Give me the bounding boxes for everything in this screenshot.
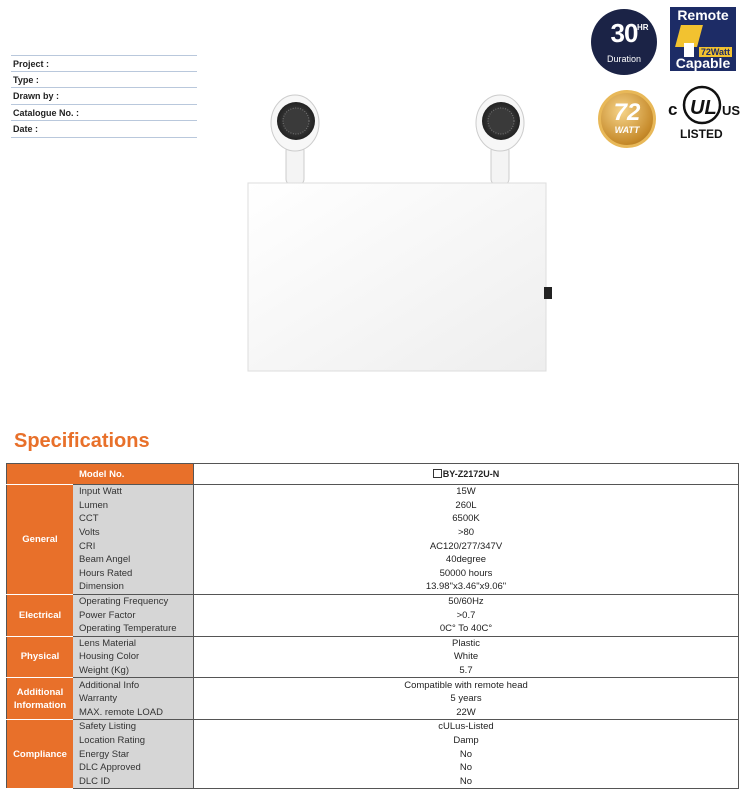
- project-field: Project :: [11, 55, 197, 72]
- table-row: [7, 706, 739, 720]
- table-row: [7, 512, 739, 526]
- table-row: [7, 567, 739, 581]
- spec-value: Plastic: [194, 636, 739, 650]
- housing-box: [248, 183, 546, 371]
- spec-value: 5.7: [194, 664, 739, 678]
- product-image: [240, 85, 560, 380]
- checkbox-icon: [433, 469, 442, 478]
- ul-c-text: c: [668, 100, 678, 119]
- spec-label: Input Watt: [73, 485, 194, 499]
- spec-label: DLC ID: [73, 774, 194, 788]
- spec-label: Hours Rated: [73, 567, 194, 581]
- specifications-table: [6, 463, 739, 789]
- spec-value: No: [194, 774, 739, 788]
- table-row: [7, 747, 739, 761]
- group-category-cell: Additional Information: [7, 678, 74, 720]
- spec-label: Lumen: [73, 499, 194, 513]
- duration-label: Duration: [606, 54, 642, 64]
- model-label: Model No.: [73, 464, 194, 485]
- spec-label: Power Factor: [73, 608, 194, 622]
- spec-label: MAX. remote LOAD: [73, 706, 194, 720]
- capable-label: Capable: [675, 55, 731, 71]
- group-category-cell: Compliance: [7, 720, 74, 789]
- drawn-by-field: Drawn by :: [11, 88, 197, 105]
- specifications-heading: Specifications: [14, 430, 150, 452]
- spec-label: CRI: [73, 539, 194, 553]
- spec-value: >0.7: [194, 608, 739, 622]
- spec-label: CCT: [73, 512, 194, 526]
- spec-value: cULus-Listed: [194, 720, 739, 734]
- spec-label: Additional Info: [73, 678, 194, 692]
- spec-label: Energy Star: [73, 747, 194, 761]
- header-category-cell: [7, 464, 74, 485]
- table-row: [7, 580, 739, 594]
- table-row: [7, 678, 739, 692]
- spec-label: Weight (Kg): [73, 664, 194, 678]
- ul-listed-logo: [666, 83, 742, 143]
- model-value-text: BY-Z2172U-N: [442, 468, 500, 479]
- table-row: [7, 692, 739, 706]
- spec-value: 260L: [194, 499, 739, 513]
- watt-number: 72: [613, 99, 641, 126]
- spec-label: Volts: [73, 526, 194, 540]
- ul-us-text: US: [722, 103, 741, 118]
- spec-value: Damp: [194, 734, 739, 748]
- spec-label: Location Rating: [73, 734, 194, 748]
- watt-label: WATT: [614, 125, 640, 135]
- model-row: [7, 464, 739, 485]
- spec-label: Lens Material: [73, 636, 194, 650]
- spec-label: Housing Color: [73, 650, 194, 664]
- duration-unit: HR: [637, 23, 649, 32]
- group-category-cell: General: [7, 485, 74, 595]
- table-row: [7, 650, 739, 664]
- table-row: [7, 499, 739, 513]
- watt-badge: [598, 90, 656, 148]
- table-row: [7, 636, 739, 650]
- spec-value: 50000 hours: [194, 567, 739, 581]
- spec-label: Warranty: [73, 692, 194, 706]
- table-row: [7, 734, 739, 748]
- spec-value: No: [194, 747, 739, 761]
- spec-value: White: [194, 650, 739, 664]
- spec-label: Operating Temperature: [73, 622, 194, 636]
- date-field: Date :: [11, 121, 197, 138]
- spec-value: 13.98"x3.46"x9.06": [194, 580, 739, 594]
- spec-label: DLC Approved: [73, 761, 194, 775]
- spec-label: Operating Frequency: [73, 594, 194, 608]
- remote-watt-label: 72Watt: [700, 47, 730, 57]
- catalogue-field: Catalogue No. :: [11, 105, 197, 122]
- spec-value: AC120/277/347V: [194, 539, 739, 553]
- remote-capable-badge: [670, 7, 736, 71]
- type-field: Type :: [11, 72, 197, 89]
- spec-value: 6500K: [194, 512, 739, 526]
- table-row: [7, 608, 739, 622]
- table-row: [7, 664, 739, 678]
- duration-badge: [591, 9, 657, 75]
- table-row: [7, 720, 739, 734]
- table-row: [7, 553, 739, 567]
- table-row: [7, 774, 739, 788]
- right-lamp-head: [476, 95, 524, 185]
- spec-value: 0C° To 40C°: [194, 622, 739, 636]
- ul-text: UL: [690, 97, 717, 119]
- group-category-cell: Electrical: [7, 594, 74, 636]
- spec-value: 15W: [194, 485, 739, 499]
- spec-value: No: [194, 761, 739, 775]
- duration-number: 30: [610, 18, 638, 48]
- spec-value: 50/60Hz: [194, 594, 739, 608]
- ul-listed-text: LISTED: [680, 127, 723, 141]
- table-row: [7, 485, 739, 499]
- group-category-cell: Physical: [7, 636, 74, 678]
- table-row: [7, 761, 739, 775]
- project-info-block: [11, 55, 197, 138]
- spec-value: >80: [194, 526, 739, 540]
- table-row: [7, 526, 739, 540]
- table-row: [7, 622, 739, 636]
- spec-label: Beam Angel: [73, 553, 194, 567]
- left-lamp-head: [271, 95, 319, 185]
- spec-value: 5 years: [194, 692, 739, 706]
- spec-label: Safety Listing: [73, 720, 194, 734]
- spec-value: Compatible with remote head: [194, 678, 739, 692]
- spec-value: 22W: [194, 706, 739, 720]
- spec-label: Dimension: [73, 580, 194, 594]
- table-row: [7, 594, 739, 608]
- remote-label: Remote: [677, 7, 729, 23]
- model-value: [194, 464, 739, 485]
- table-row: [7, 539, 739, 553]
- spec-value: 40degree: [194, 553, 739, 567]
